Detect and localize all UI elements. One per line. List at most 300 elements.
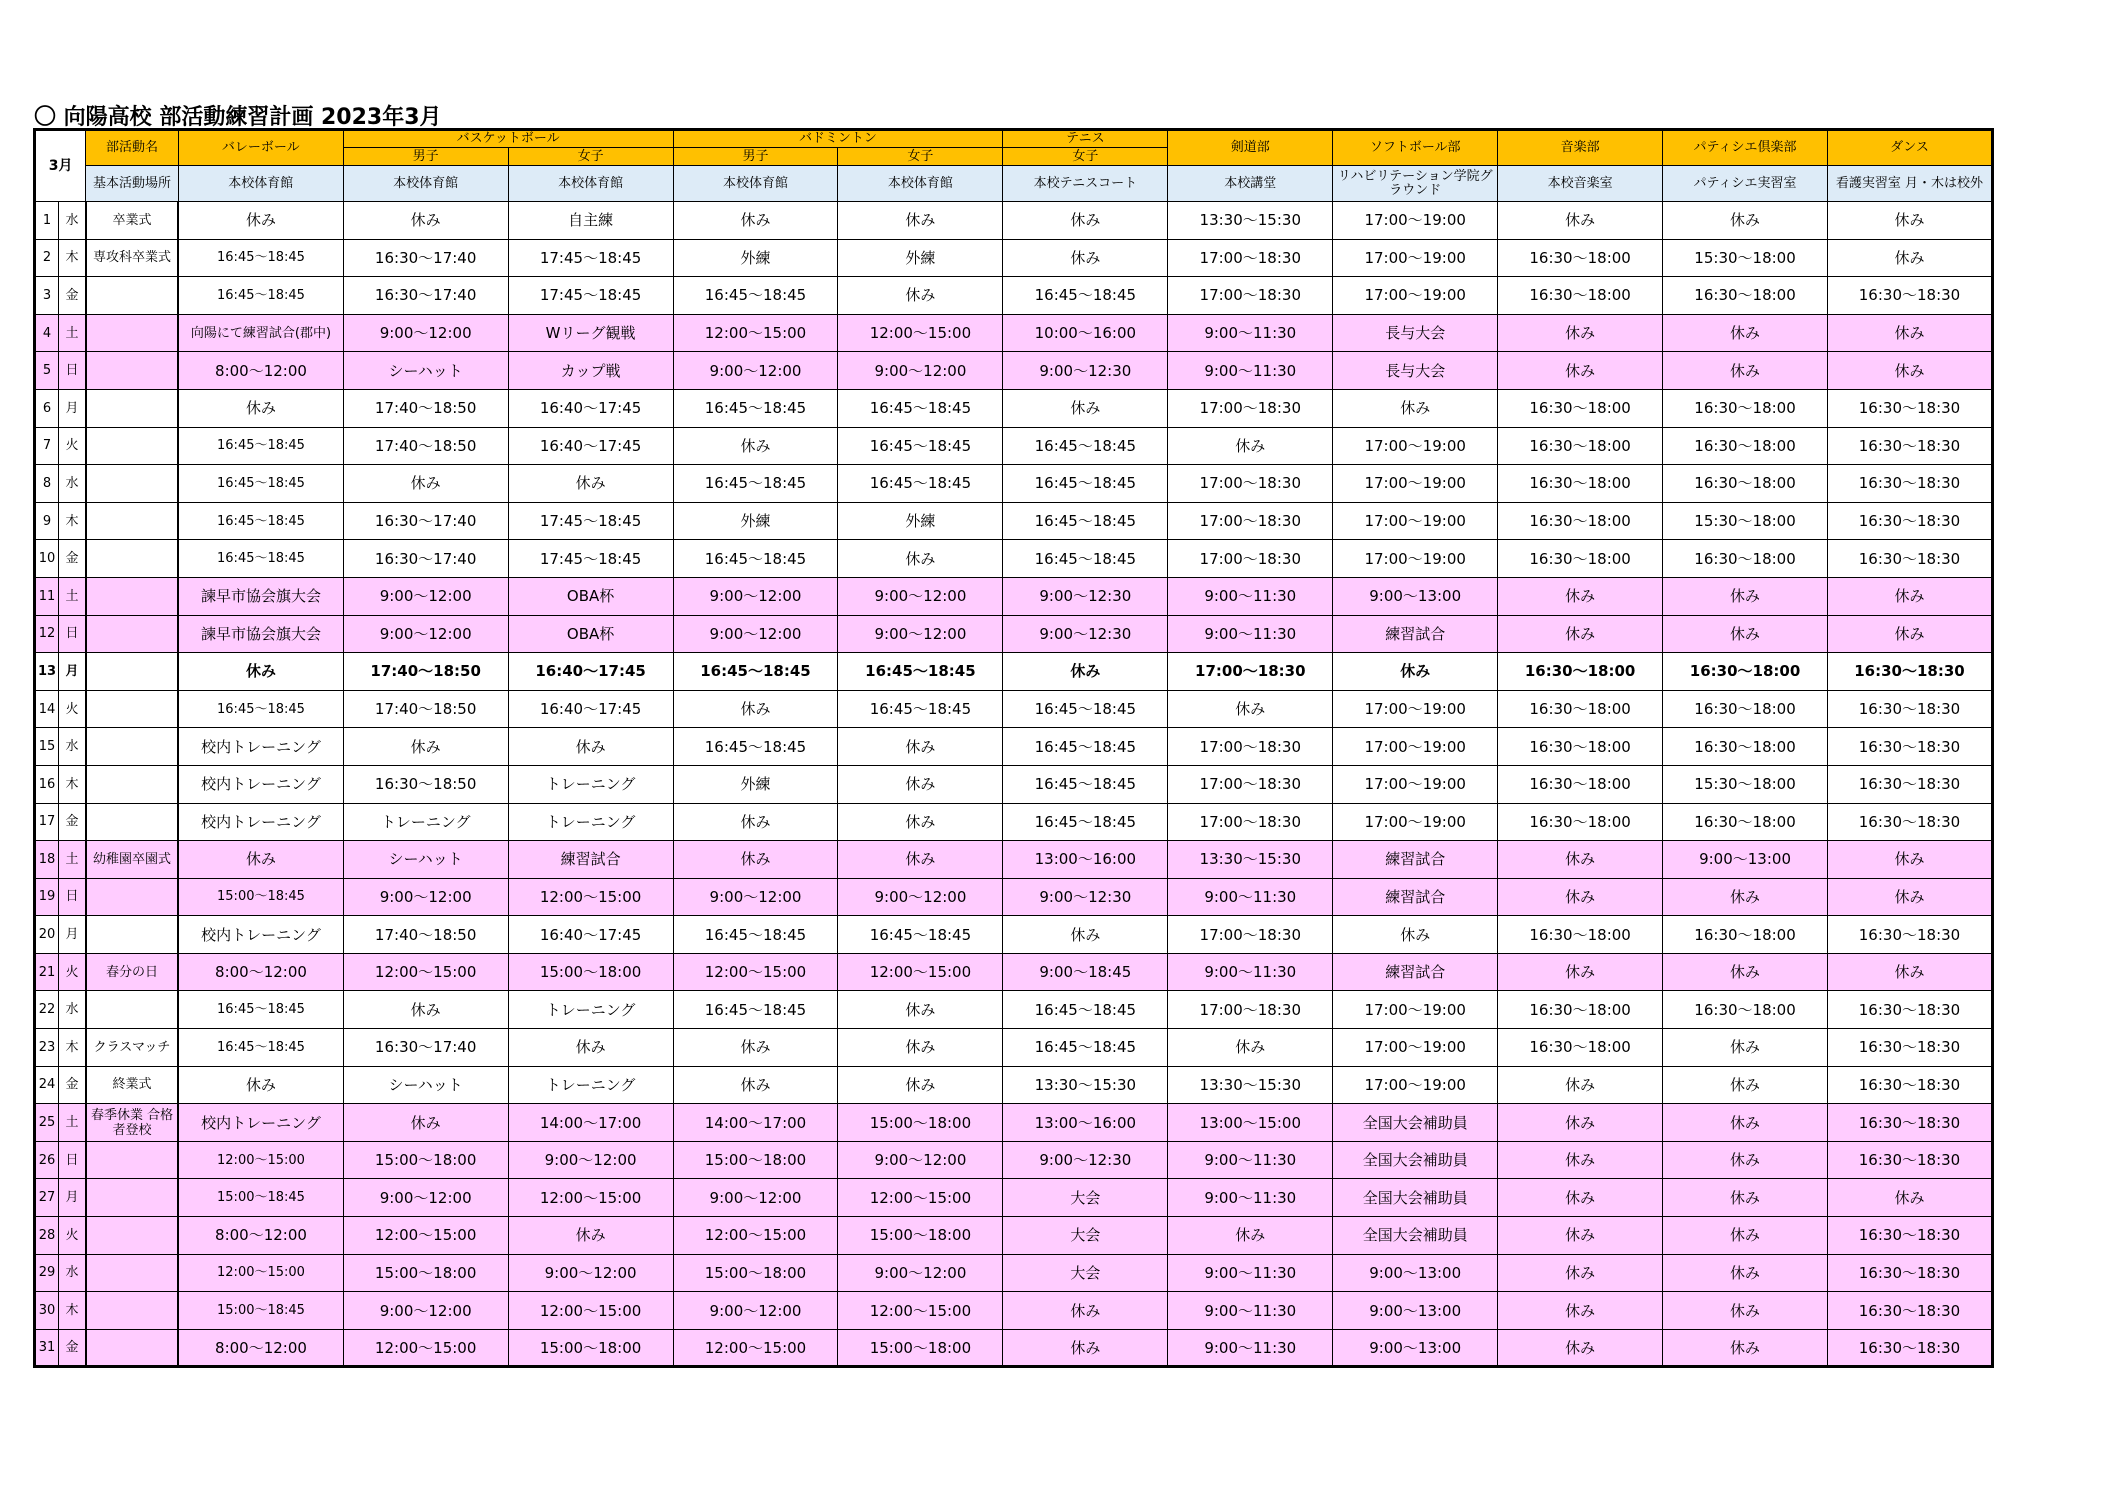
- cell-kendo: 13:30～15:30: [1168, 841, 1333, 879]
- school-event: [86, 1179, 179, 1217]
- cell-tennis: 16:45～18:45: [1003, 1029, 1168, 1067]
- day-number: 1: [35, 202, 59, 240]
- school-event: [86, 277, 179, 315]
- cell-basketball-girls: トレーニング: [508, 803, 673, 841]
- cell-tennis: 9:00～12:30: [1003, 1141, 1168, 1179]
- cell-volleyball: 休み: [178, 653, 343, 691]
- table-row: [35, 389, 1993, 427]
- weekday: 木: [59, 1292, 86, 1330]
- cell-music: 16:30～18:00: [1498, 653, 1663, 691]
- cell-softball: 練習試合: [1333, 841, 1498, 879]
- cell-dance: 16:30～18:30: [1828, 728, 1993, 766]
- cell-patissier: 休み: [1663, 1292, 1828, 1330]
- cell-music: 休み: [1498, 1066, 1663, 1104]
- table-row: [35, 1254, 1993, 1292]
- cell-dance: 16:30～18:30: [1828, 1104, 1993, 1142]
- cell-basketball-girls: 17:45～18:45: [508, 277, 673, 315]
- cell-kendo: 休み: [1168, 1217, 1333, 1255]
- day-number: 8: [35, 465, 59, 503]
- cell-tennis: 大会: [1003, 1179, 1168, 1217]
- weekday: 日: [59, 615, 86, 653]
- day-number: 11: [35, 577, 59, 615]
- cell-badminton-girls: 休み: [838, 841, 1003, 879]
- cell-volleyball: 休み: [178, 202, 343, 240]
- cell-dance: 16:30～18:30: [1828, 427, 1993, 465]
- cell-badminton-girls: 12:00～15:00: [838, 1179, 1003, 1217]
- cell-music: 休み: [1498, 1217, 1663, 1255]
- cell-softball: 長与大会: [1333, 352, 1498, 390]
- cell-dance: 休み: [1828, 202, 1993, 240]
- cell-badminton-boys: 休み: [673, 1066, 838, 1104]
- cell-softball: 休み: [1333, 389, 1498, 427]
- place-dance: 看護実習室 月・木は校外: [1828, 166, 1993, 202]
- cell-softball: 17:00～19:00: [1333, 502, 1498, 540]
- cell-softball: 17:00～19:00: [1333, 1029, 1498, 1067]
- cell-patissier: 休み: [1663, 202, 1828, 240]
- cell-badminton-girls: 休み: [838, 803, 1003, 841]
- cell-softball: 長与大会: [1333, 314, 1498, 352]
- weekday: 木: [59, 1029, 86, 1067]
- cell-volleyball: 12:00～15:00: [178, 1141, 343, 1179]
- place-badminton-girls: 本校体育館: [838, 166, 1003, 202]
- cell-volleyball: 校内トレーニング: [178, 728, 343, 766]
- cell-basketball-boys: 休み: [343, 465, 508, 503]
- cell-basketball-girls: 16:40～17:45: [508, 427, 673, 465]
- cell-badminton-boys: 外練: [673, 765, 838, 803]
- cell-badminton-boys: 16:45～18:45: [673, 277, 838, 315]
- cell-music: 休み: [1498, 615, 1663, 653]
- cell-kendo: 17:00～18:30: [1168, 540, 1333, 578]
- cell-basketball-girls: カップ戦: [508, 352, 673, 390]
- cell-badminton-girls: 9:00～12:00: [838, 615, 1003, 653]
- cell-tennis: 16:45～18:45: [1003, 502, 1168, 540]
- cell-music: 休み: [1498, 1254, 1663, 1292]
- cell-volleyball: 16:45～18:45: [178, 427, 343, 465]
- school-event: [86, 1329, 179, 1367]
- cell-kendo: 17:00～18:30: [1168, 239, 1333, 277]
- cell-basketball-boys: 9:00～12:00: [343, 1179, 508, 1217]
- cell-basketball-boys: 12:00～15:00: [343, 953, 508, 991]
- cell-badminton-boys: 12:00～15:00: [673, 1217, 838, 1255]
- table-row: [35, 878, 1993, 916]
- cell-tennis: 休み: [1003, 1292, 1168, 1330]
- cell-badminton-girls: 16:45～18:45: [838, 653, 1003, 691]
- cell-kendo: 休み: [1168, 427, 1333, 465]
- day-number: 30: [35, 1292, 59, 1330]
- table-row: [35, 653, 1993, 691]
- cell-softball: 17:00～19:00: [1333, 1066, 1498, 1104]
- cell-basketball-boys: シーハット: [343, 1066, 508, 1104]
- school-event: [86, 427, 179, 465]
- gender-badminton-girls: 女子: [838, 148, 1003, 166]
- cell-volleyball: 諫早市協会旗大会: [178, 615, 343, 653]
- cell-patissier: 休み: [1663, 1104, 1828, 1142]
- cell-dance: 16:30～18:30: [1828, 1141, 1993, 1179]
- cell-kendo: 9:00～11:30: [1168, 314, 1333, 352]
- day-number: 9: [35, 502, 59, 540]
- weekday: 日: [59, 352, 86, 390]
- cell-dance: 休み: [1828, 352, 1993, 390]
- table-row: [35, 765, 1993, 803]
- cell-patissier: 16:30～18:00: [1663, 465, 1828, 503]
- cell-volleyball: 諫早市協会旗大会: [178, 577, 343, 615]
- table-row: [35, 615, 1993, 653]
- cell-basketball-boys: 休み: [343, 202, 508, 240]
- cell-basketball-boys: 9:00～12:00: [343, 878, 508, 916]
- cell-badminton-girls: 12:00～15:00: [838, 953, 1003, 991]
- cell-dance: 休み: [1828, 953, 1993, 991]
- cell-badminton-girls: 休み: [838, 991, 1003, 1029]
- weekday: 日: [59, 1141, 86, 1179]
- cell-patissier: 休み: [1663, 314, 1828, 352]
- table-row: [35, 916, 1993, 954]
- cell-basketball-girls: 16:40～17:45: [508, 916, 673, 954]
- cell-badminton-boys: 12:00～15:00: [673, 1329, 838, 1367]
- cell-music: 休み: [1498, 314, 1663, 352]
- cell-volleyball: 校内トレーニング: [178, 803, 343, 841]
- club-patissier: パティシエ倶楽部: [1663, 130, 1828, 166]
- cell-music: 休み: [1498, 878, 1663, 916]
- place-badminton-boys: 本校体育館: [673, 166, 838, 202]
- day-number: 3: [35, 277, 59, 315]
- cell-softball: 17:00～19:00: [1333, 540, 1498, 578]
- cell-kendo: 17:00～18:30: [1168, 389, 1333, 427]
- cell-dance: 16:30～18:30: [1828, 277, 1993, 315]
- cell-basketball-girls: トレーニング: [508, 1066, 673, 1104]
- cell-badminton-girls: 15:00～18:00: [838, 1217, 1003, 1255]
- cell-tennis: 16:45～18:45: [1003, 991, 1168, 1029]
- cell-basketball-girls: OBA杯: [508, 577, 673, 615]
- cell-softball: 全国大会補助員: [1333, 1104, 1498, 1142]
- weekday: 金: [59, 540, 86, 578]
- cell-softball: 17:00～19:00: [1333, 690, 1498, 728]
- table-row: [35, 1104, 1993, 1142]
- cell-music: 16:30～18:00: [1498, 728, 1663, 766]
- cell-basketball-boys: 12:00～15:00: [343, 1217, 508, 1255]
- cell-badminton-girls: 休み: [838, 1029, 1003, 1067]
- cell-kendo: 9:00～11:30: [1168, 1254, 1333, 1292]
- cell-tennis: 9:00～18:45: [1003, 953, 1168, 991]
- cell-dance: 休み: [1828, 314, 1993, 352]
- cell-tennis: 16:45～18:45: [1003, 765, 1168, 803]
- cell-dance: 休み: [1828, 878, 1993, 916]
- school-event: 終業式: [86, 1066, 179, 1104]
- day-number: 4: [35, 314, 59, 352]
- table-row: [35, 540, 1993, 578]
- cell-volleyball: 8:00～12:00: [178, 1217, 343, 1255]
- cell-badminton-girls: 外練: [838, 502, 1003, 540]
- weekday: 水: [59, 202, 86, 240]
- cell-tennis: 16:45～18:45: [1003, 728, 1168, 766]
- cell-music: 16:30～18:00: [1498, 1029, 1663, 1067]
- cell-badminton-girls: 12:00～15:00: [838, 314, 1003, 352]
- cell-patissier: 15:30～18:00: [1663, 502, 1828, 540]
- cell-dance: 休み: [1828, 239, 1993, 277]
- cell-volleyball: 12:00～15:00: [178, 1254, 343, 1292]
- day-number: 10: [35, 540, 59, 578]
- cell-basketball-girls: 休み: [508, 1029, 673, 1067]
- weekday: 月: [59, 653, 86, 691]
- cell-kendo: 17:00～18:30: [1168, 991, 1333, 1029]
- school-event: クラスマッチ: [86, 1029, 179, 1067]
- day-number: 24: [35, 1066, 59, 1104]
- table-row: [35, 953, 1993, 991]
- cell-tennis: 13:30～15:30: [1003, 1066, 1168, 1104]
- gender-basketball-boys: 男子: [343, 148, 508, 166]
- cell-badminton-boys: 休み: [673, 427, 838, 465]
- cell-tennis: 13:00～16:00: [1003, 841, 1168, 879]
- cell-badminton-boys: 16:45～18:45: [673, 653, 838, 691]
- cell-badminton-girls: 16:45～18:45: [838, 389, 1003, 427]
- day-number: 17: [35, 803, 59, 841]
- weekday: 金: [59, 1329, 86, 1367]
- cell-badminton-girls: 9:00～12:00: [838, 352, 1003, 390]
- cell-badminton-girls: 休み: [838, 765, 1003, 803]
- cell-softball: 17:00～19:00: [1333, 239, 1498, 277]
- cell-dance: 16:30～18:30: [1828, 1066, 1993, 1104]
- cell-softball: 全国大会補助員: [1333, 1179, 1498, 1217]
- cell-badminton-girls: 12:00～15:00: [838, 1292, 1003, 1330]
- day-number: 27: [35, 1179, 59, 1217]
- school-event: [86, 1292, 179, 1330]
- cell-basketball-boys: 17:40～18:50: [343, 389, 508, 427]
- cell-badminton-boys: 14:00～17:00: [673, 1104, 838, 1142]
- cell-softball: 17:00～19:00: [1333, 728, 1498, 766]
- cell-dance: 16:30～18:30: [1828, 465, 1993, 503]
- weekday: 土: [59, 1104, 86, 1142]
- place-label: 基本活動場所: [86, 166, 179, 202]
- cell-softball: 17:00～19:00: [1333, 991, 1498, 1029]
- cell-badminton-girls: 休み: [838, 540, 1003, 578]
- place-basketball-girls: 本校体育館: [508, 166, 673, 202]
- cell-music: 16:30～18:00: [1498, 389, 1663, 427]
- cell-music: 休み: [1498, 577, 1663, 615]
- cell-dance: 16:30～18:30: [1828, 765, 1993, 803]
- weekday: 金: [59, 1066, 86, 1104]
- table-row: [35, 690, 1993, 728]
- cell-badminton-boys: 休み: [673, 690, 838, 728]
- cell-basketball-boys: 16:30～17:40: [343, 239, 508, 277]
- cell-softball: 練習試合: [1333, 878, 1498, 916]
- school-event: [86, 1254, 179, 1292]
- cell-music: 16:30～18:00: [1498, 427, 1663, 465]
- school-event: [86, 803, 179, 841]
- cell-dance: 16:30～18:30: [1828, 502, 1993, 540]
- weekday: 水: [59, 465, 86, 503]
- cell-softball: 9:00～13:00: [1333, 1292, 1498, 1330]
- cell-kendo: 9:00～11:30: [1168, 1141, 1333, 1179]
- cell-basketball-girls: OBA杯: [508, 615, 673, 653]
- gender-basketball-girls: 女子: [508, 148, 673, 166]
- day-number: 29: [35, 1254, 59, 1292]
- school-event: [86, 1217, 179, 1255]
- cell-patissier: 休み: [1663, 1254, 1828, 1292]
- cell-patissier: 15:30～18:00: [1663, 765, 1828, 803]
- cell-softball: 練習試合: [1333, 953, 1498, 991]
- cell-badminton-girls: 16:45～18:45: [838, 916, 1003, 954]
- cell-badminton-girls: 16:45～18:45: [838, 427, 1003, 465]
- cell-patissier: 休み: [1663, 878, 1828, 916]
- cell-volleyball: 8:00～12:00: [178, 1329, 343, 1367]
- cell-music: 16:30～18:00: [1498, 765, 1663, 803]
- cell-softball: 17:00～19:00: [1333, 765, 1498, 803]
- cell-basketball-boys: シーハット: [343, 352, 508, 390]
- day-number: 12: [35, 615, 59, 653]
- weekday: 火: [59, 427, 86, 465]
- school-event: [86, 465, 179, 503]
- cell-basketball-boys: 9:00～12:00: [343, 314, 508, 352]
- weekday: 土: [59, 841, 86, 879]
- cell-tennis: 休み: [1003, 239, 1168, 277]
- table-row: [35, 1141, 1993, 1179]
- cell-volleyball: 15:00～18:45: [178, 1292, 343, 1330]
- cell-volleyball: 16:45～18:45: [178, 239, 343, 277]
- cell-dance: 16:30～18:30: [1828, 1292, 1993, 1330]
- cell-volleyball: 向陽にて練習試合(郡中): [178, 314, 343, 352]
- cell-basketball-boys: 12:00～15:00: [343, 1329, 508, 1367]
- cell-kendo: 17:00～18:30: [1168, 502, 1333, 540]
- weekday: 木: [59, 239, 86, 277]
- cell-softball: 全国大会補助員: [1333, 1217, 1498, 1255]
- club-dance: ダンス: [1828, 130, 1993, 166]
- place-volleyball: 本校体育館: [178, 166, 343, 202]
- cell-badminton-girls: 9:00～12:00: [838, 1254, 1003, 1292]
- weekday: 水: [59, 991, 86, 1029]
- cell-basketball-boys: 休み: [343, 991, 508, 1029]
- cell-basketball-girls: 17:45～18:45: [508, 502, 673, 540]
- cell-badminton-girls: 15:00～18:00: [838, 1329, 1003, 1367]
- cell-music: 休み: [1498, 1141, 1663, 1179]
- school-event: 幼稚園卒園式: [86, 841, 179, 879]
- cell-music: 16:30～18:00: [1498, 239, 1663, 277]
- cell-tennis: 9:00～12:30: [1003, 577, 1168, 615]
- club-tennis: テニス: [1003, 130, 1168, 148]
- table-row: [35, 427, 1993, 465]
- cell-basketball-boys: 17:40～18:50: [343, 427, 508, 465]
- cell-basketball-girls: トレーニング: [508, 991, 673, 1029]
- cell-basketball-girls: 練習試合: [508, 841, 673, 879]
- cell-tennis: 9:00～12:30: [1003, 615, 1168, 653]
- cell-dance: 16:30～18:30: [1828, 803, 1993, 841]
- cell-badminton-girls: 外練: [838, 239, 1003, 277]
- cell-badminton-girls: 休み: [838, 1066, 1003, 1104]
- cell-dance: 休み: [1828, 615, 1993, 653]
- cell-volleyball: 休み: [178, 841, 343, 879]
- cell-badminton-boys: 9:00～12:00: [673, 1179, 838, 1217]
- cell-volleyball: 15:00～18:45: [178, 878, 343, 916]
- cell-basketball-girls: 16:40～17:45: [508, 389, 673, 427]
- cell-music: 16:30～18:00: [1498, 803, 1663, 841]
- cell-basketball-boys: 15:00～18:00: [343, 1254, 508, 1292]
- cell-basketball-girls: 自主練: [508, 202, 673, 240]
- cell-badminton-boys: 16:45～18:45: [673, 389, 838, 427]
- table-row: [35, 1066, 1993, 1104]
- day-number: 16: [35, 765, 59, 803]
- table-row: [35, 1029, 1993, 1067]
- place-softball: リハビリテーション学院グラウンド: [1333, 166, 1498, 202]
- cell-patissier: 休み: [1663, 615, 1828, 653]
- cell-kendo: 9:00～11:30: [1168, 953, 1333, 991]
- school-event: 春季休業 合格者登校: [86, 1104, 179, 1142]
- cell-patissier: 16:30～18:00: [1663, 916, 1828, 954]
- table-row: [35, 1179, 1993, 1217]
- cell-badminton-boys: 16:45～18:45: [673, 728, 838, 766]
- table-row: [35, 803, 1993, 841]
- weekday: 水: [59, 728, 86, 766]
- cell-music: 16:30～18:00: [1498, 502, 1663, 540]
- cell-tennis: 16:45～18:45: [1003, 427, 1168, 465]
- cell-music: 休み: [1498, 1329, 1663, 1367]
- school-event: [86, 389, 179, 427]
- cell-softball: 9:00～13:00: [1333, 577, 1498, 615]
- cell-kendo: 17:00～18:30: [1168, 916, 1333, 954]
- cell-basketball-boys: 17:40～18:50: [343, 690, 508, 728]
- cell-dance: 16:30～18:30: [1828, 653, 1993, 691]
- cell-badminton-girls: 休み: [838, 728, 1003, 766]
- cell-basketball-girls: 15:00～18:00: [508, 953, 673, 991]
- day-number: 20: [35, 916, 59, 954]
- cell-tennis: 13:00～16:00: [1003, 1104, 1168, 1142]
- cell-volleyball: 16:45～18:45: [178, 465, 343, 503]
- school-event: [86, 765, 179, 803]
- cell-badminton-boys: 休み: [673, 803, 838, 841]
- cell-badminton-boys: 9:00～12:00: [673, 878, 838, 916]
- cell-basketball-boys: 9:00～12:00: [343, 577, 508, 615]
- cell-badminton-girls: 16:45～18:45: [838, 465, 1003, 503]
- cell-patissier: 16:30～18:00: [1663, 389, 1828, 427]
- cell-tennis: 休み: [1003, 1329, 1168, 1367]
- club-name-label: 部活動名: [86, 130, 179, 166]
- cell-basketball-boys: シーハット: [343, 841, 508, 879]
- cell-softball: 17:00～19:00: [1333, 803, 1498, 841]
- cell-patissier: 16:30～18:00: [1663, 690, 1828, 728]
- cell-patissier: 休み: [1663, 1066, 1828, 1104]
- cell-dance: 休み: [1828, 1179, 1993, 1217]
- cell-music: 16:30～18:00: [1498, 690, 1663, 728]
- cell-basketball-girls: 9:00～12:00: [508, 1254, 673, 1292]
- cell-volleyball: 校内トレーニング: [178, 765, 343, 803]
- cell-tennis: 9:00～12:30: [1003, 878, 1168, 916]
- cell-dance: 16:30～18:30: [1828, 1329, 1993, 1367]
- cell-music: 休み: [1498, 841, 1663, 879]
- cell-badminton-girls: 休み: [838, 277, 1003, 315]
- cell-tennis: 16:45～18:45: [1003, 540, 1168, 578]
- cell-basketball-girls: 12:00～15:00: [508, 1179, 673, 1217]
- school-event: [86, 352, 179, 390]
- cell-kendo: 9:00～11:30: [1168, 615, 1333, 653]
- cell-badminton-boys: 休み: [673, 841, 838, 879]
- cell-badminton-girls: 16:45～18:45: [838, 690, 1003, 728]
- cell-dance: 16:30～18:30: [1828, 540, 1993, 578]
- cell-softball: 練習試合: [1333, 615, 1498, 653]
- school-event: 専攻科卒業式: [86, 239, 179, 277]
- cell-kendo: 9:00～11:30: [1168, 1292, 1333, 1330]
- gender-badminton-boys: 男子: [673, 148, 838, 166]
- cell-kendo: 17:00～18:30: [1168, 765, 1333, 803]
- weekday: 月: [59, 389, 86, 427]
- page-title: 〇 向陽高校 部活動練習計画 2023年3月: [34, 105, 442, 130]
- cell-basketball-boys: 16:30～17:40: [343, 502, 508, 540]
- cell-basketball-boys: 17:40～18:50: [343, 916, 508, 954]
- table-row: [35, 841, 1993, 879]
- cell-volleyball: 16:45～18:45: [178, 277, 343, 315]
- cell-basketball-girls: 17:45～18:45: [508, 239, 673, 277]
- cell-music: 休み: [1498, 1104, 1663, 1142]
- cell-volleyball: 休み: [178, 389, 343, 427]
- cell-tennis: 休み: [1003, 202, 1168, 240]
- cell-basketball-boys: 休み: [343, 1104, 508, 1142]
- day-number: 18: [35, 841, 59, 879]
